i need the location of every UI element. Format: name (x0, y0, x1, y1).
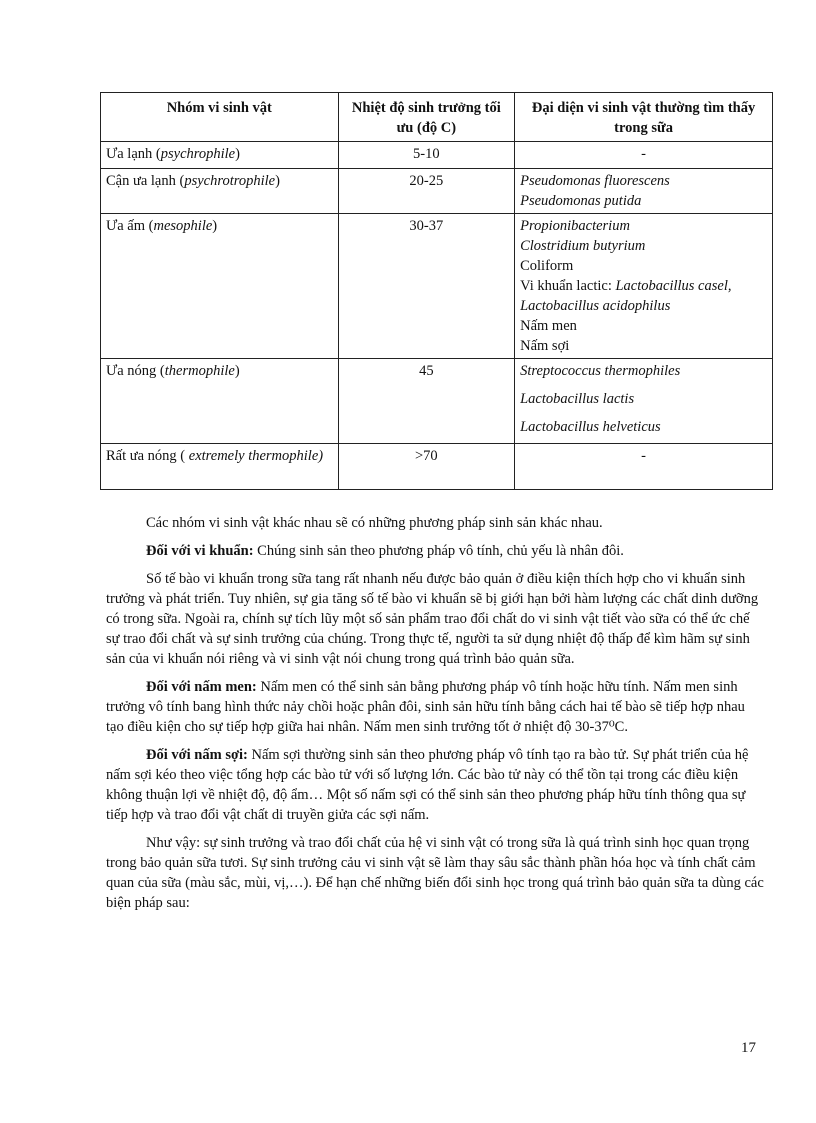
species-name: Pseudomonas putida (520, 193, 642, 209)
table-row (101, 169, 773, 214)
group-cell: Cận ưa lạnh (psychrotrophile) (101, 169, 339, 214)
temperature-cell: 5-10 (338, 142, 515, 169)
microbe-temperature-table (100, 92, 773, 490)
temperature-cell: 20-25 (338, 169, 515, 214)
temperature-cell: >70 (338, 444, 515, 490)
paragraph: Đối với vi khuẩn: Chúng sinh sản theo phương pháp vô tính, chủ yếu là nhân đôi. (146, 543, 624, 559)
page-number: 17 (741, 1040, 756, 1056)
paragraph: Đối với nấm sợi: Nấm sợi thường sinh sản theo phương pháp vô tính tạo ra bào tử. Sự phát triển của hệ nấm sợi kéo theo việc tổng hợp các bào tử với số lượng lớn. Các bào tử này có thể tồn tại trong các điều kiện không thuận lợi về nhiệt độ, độ ẩm… Một số nấm sợi có thể sinh sản theo phương pháp hữu tính thông qua sự tiếp hợp và trao đổi vật chất di truyền giửa các sợi nấm. (106, 747, 749, 823)
representatives-cell (515, 359, 773, 444)
group-cell: Ưa nóng (thermophile) (101, 359, 339, 444)
table-row (101, 359, 773, 444)
temperature-cell: 30-37 (338, 214, 515, 359)
species-name: Coliform (520, 258, 574, 274)
group-cell: Ưa lạnh (psychrophile) (101, 142, 339, 169)
paragraph: Đối với nấm men: Nấm men có thể sinh sản bằng phương pháp vô tính hoặc hữu tính. Nấm men sinh trưởng vô tính bang hình thức nảy chồi hoặc phân đôi, sinh sản hữu tính bằng cách hai tế bào sẽ tiếp hợp nhau tạo điều kiện cho sự tiếp hợp giữa hai nhân. Nấm men sinh trưởng tốt ở nhiệt độ 30-37⁰C. (106, 679, 745, 735)
representatives-cell (515, 214, 773, 359)
species-name: Lactobacillus lactis (520, 391, 635, 407)
species-name: Propionibacterium (520, 218, 630, 234)
temperature-cell: 45 (338, 359, 515, 444)
header-temperature: Nhiệt độ sinh trưởng tối ưu (độ C) (338, 93, 515, 142)
table-row (101, 142, 773, 169)
species-name: Streptococcus thermophiles (520, 363, 681, 379)
paragraph: Số tế bào vi khuẩn trong sữa tang rất nhanh nếu được bảo quản ở điều kiện thích hợp cho vi khuẩn sinh trưởng và phát triển. Tuy nhiên, sự gia tăng số tế bào vi khuẩn sẽ bị giới hạn bởi hàm lượng các chất dinh dưỡng có trong sữa. Ngoài ra, chính sự tích lũy một số sản phẩm trao đổi chất do vi sinh vật tiết vào sữa có thể ức chế sự trao đổi chất và sự sinh trưởng của chúng. Trong thực tế, người ta sử dụng nhiệt độ thấp để kìm hãm sự sinh sản của vi khuẩn nói riêng và vi sinh vật nói chung trong quá trình bảo quản sữa. (106, 571, 759, 667)
species-name: Nấm sợi (520, 338, 570, 354)
representatives-cell: - (515, 444, 773, 490)
paragraph: Như vậy: sự sinh trưởng và trao đổi chất của hệ vi sinh vật có trong sữa là quá trình sinh học quan trọng trong bảo quản sữa tươi. Sự sinh trưởng cảu vi sinh vật sẽ làm thay sâu sắc thành phần hóa học và tính chất cảm quan của sữa (màu sắc, mùi, vị,…). Để hạn chế những biến đổi sinh học trong quá trình bảo quản sữa ta dùng các biện pháp sau: (106, 835, 764, 911)
species-name: Pseudomonas fluorescens (520, 173, 670, 189)
representatives-cell: - (515, 142, 773, 169)
table-row (101, 214, 773, 359)
representatives-cell (515, 169, 773, 214)
paragraph: Các nhóm vi sinh vật khác nhau sẽ có những phương pháp sinh sản khác nhau. (146, 515, 603, 531)
header-representatives: Đại diện vi sinh vật thường tìm thấy trong sữa (515, 93, 773, 142)
group-cell: Ưa ấm (mesophile) (101, 214, 339, 359)
paragraph-lead: Đối với vi khuẩn: (146, 543, 254, 559)
table-row (101, 444, 773, 490)
paragraph-lead: Đối với nấm sợi: (146, 747, 248, 763)
species-name: Clostridium butyrium (520, 238, 646, 254)
species-name: Vi khuẩn lactic: Lactobacillus casel, (520, 278, 732, 294)
group-cell: Rất ưa nóng ( extremely thermophile) (101, 444, 339, 490)
body-text (106, 513, 766, 921)
species-name: Nấm men (520, 318, 577, 334)
species-name: Lactobacillus acidophilus (520, 298, 671, 314)
paragraph-lead: Đối với nấm men: (146, 679, 257, 695)
species-name: Lactobacillus helveticus (520, 419, 661, 435)
table-header-row (101, 93, 773, 142)
header-group: Nhóm vi sinh vật (101, 93, 339, 142)
